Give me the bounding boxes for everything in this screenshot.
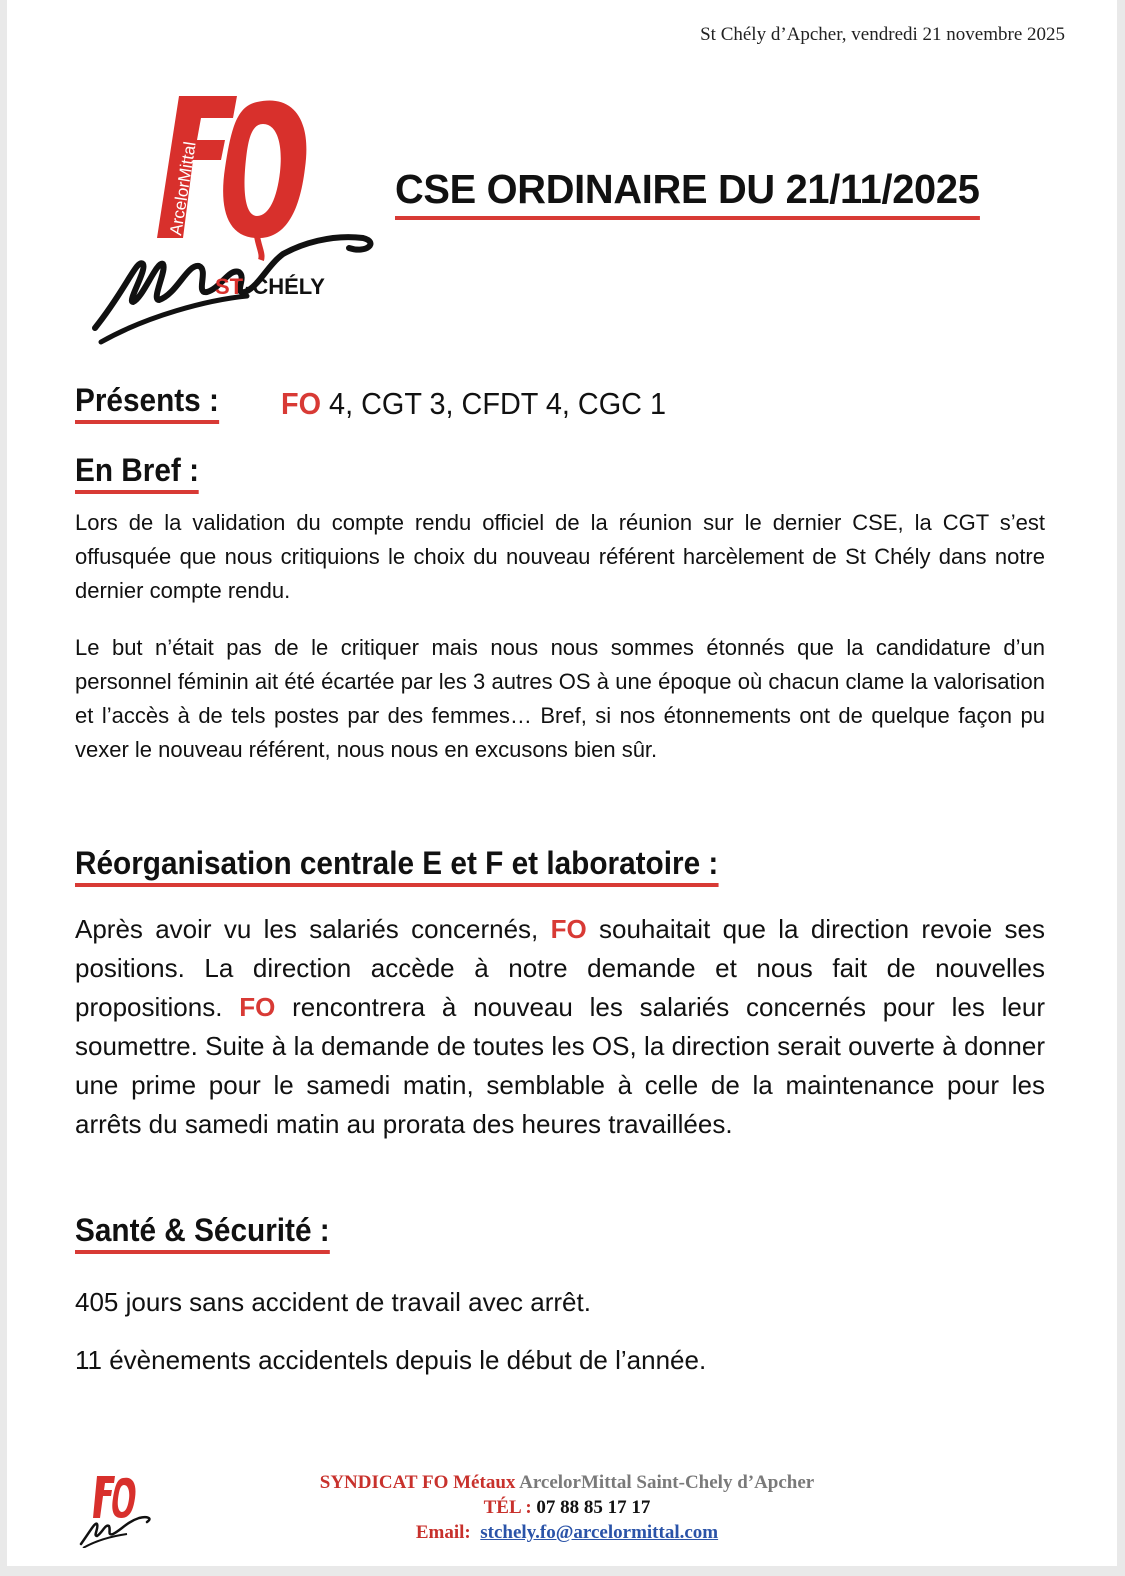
footer-logo [77,1472,157,1548]
safety-line-1: 405 jours sans accident de travail avec arrêt. [75,1287,591,1317]
sante-securite-heading: Santé & Sécurité : [75,1212,330,1254]
tel-value: 07 88 85 17 17 [531,1497,651,1518]
document-page [7,0,1117,1566]
fo-label: FO [550,914,587,944]
presents-section [75,382,667,424]
text-segment: rencontrera à nouveau les salariés concernés pour les leur soumettre. Suite à la demande de toutes les OS, la direction serait ouverte à donner une prime pour le samedi matin, semblable à celle de la maintenance pour les arrêts du samedi matin au prorata des heures travaillées. [75,992,1045,1139]
reorganisation-paragraph [75,910,1045,1144]
svg-text:ST: ST [215,274,244,299]
fo-small-logo-icon [77,1472,157,1548]
fo-label: FO [281,386,322,421]
svg-text:-CHÉLY: -CHÉLY [245,274,325,299]
safety-line-2: 11 évènements accidentels depuis le début de l’année. [75,1345,707,1375]
fo-metaux-logo [87,88,387,348]
page-title: CSE ORDINAIRE DU 21/11/2025 [395,166,980,220]
tel-label: TÉL : [483,1497,532,1518]
footer-org-line [167,1470,967,1495]
presents-counts: 4, CGT 3, CFDT 4, CGC 1 [321,386,667,421]
email-link[interactable]: stchely.fo@arcelormittal.com [480,1522,719,1543]
text-segment: Après avoir vu les salariés concernés, [75,914,551,944]
en-bref-paragraph-2: Le but n’était pas de le critiquer mais nous nous sommes étonnés que la candidature d’un personnel féminin ait été écartée par les 3 autres OS à une époque où chacun clame la valorisation et l’accès à de tels postes par des femmes… Bref, si nos étonnements ont de quelque façon pu vexer le nouveau référent, nous nous en excusons bien sûr. [75,635,1045,762]
reorganisation-heading: Réorganisation centrale E et F et laboratoire : [75,845,718,887]
text-segment: souhaitait que la direction revoie ses positions. La direction accède à notre demande et nous fait de nouvelles propositions. [75,914,1045,1022]
footer-tel-line [167,1495,967,1520]
presents-value [281,386,666,422]
dateline: St Chély d’Apcher, vendredi 21 novembre 2025 [700,24,1065,45]
org-site: ArcelorMittal Saint-Chely d’Apcher [515,1472,815,1493]
email-label: Email: [415,1522,471,1543]
footer-email-line [167,1520,967,1545]
presents-heading: Présents : [75,382,219,424]
footer-contact [167,1470,967,1545]
en-bref-paragraph-1: Lors de la validation du compte rendu officiel de la réunion sur le dernier CSE, la CGT s’est offusquée que nous critiquions le choix du nouveau référent harcèlement de St Chély dans notre dernier compte rendu. [75,510,1045,603]
fo-logo-icon [87,88,387,348]
svg-text:ArcelorMittal: ArcelorMittal [166,140,200,237]
en-bref-heading: En Bref : [75,452,199,494]
fo-label: FO [239,992,276,1022]
org-name: SYNDICAT FO Métaux [319,1472,516,1493]
